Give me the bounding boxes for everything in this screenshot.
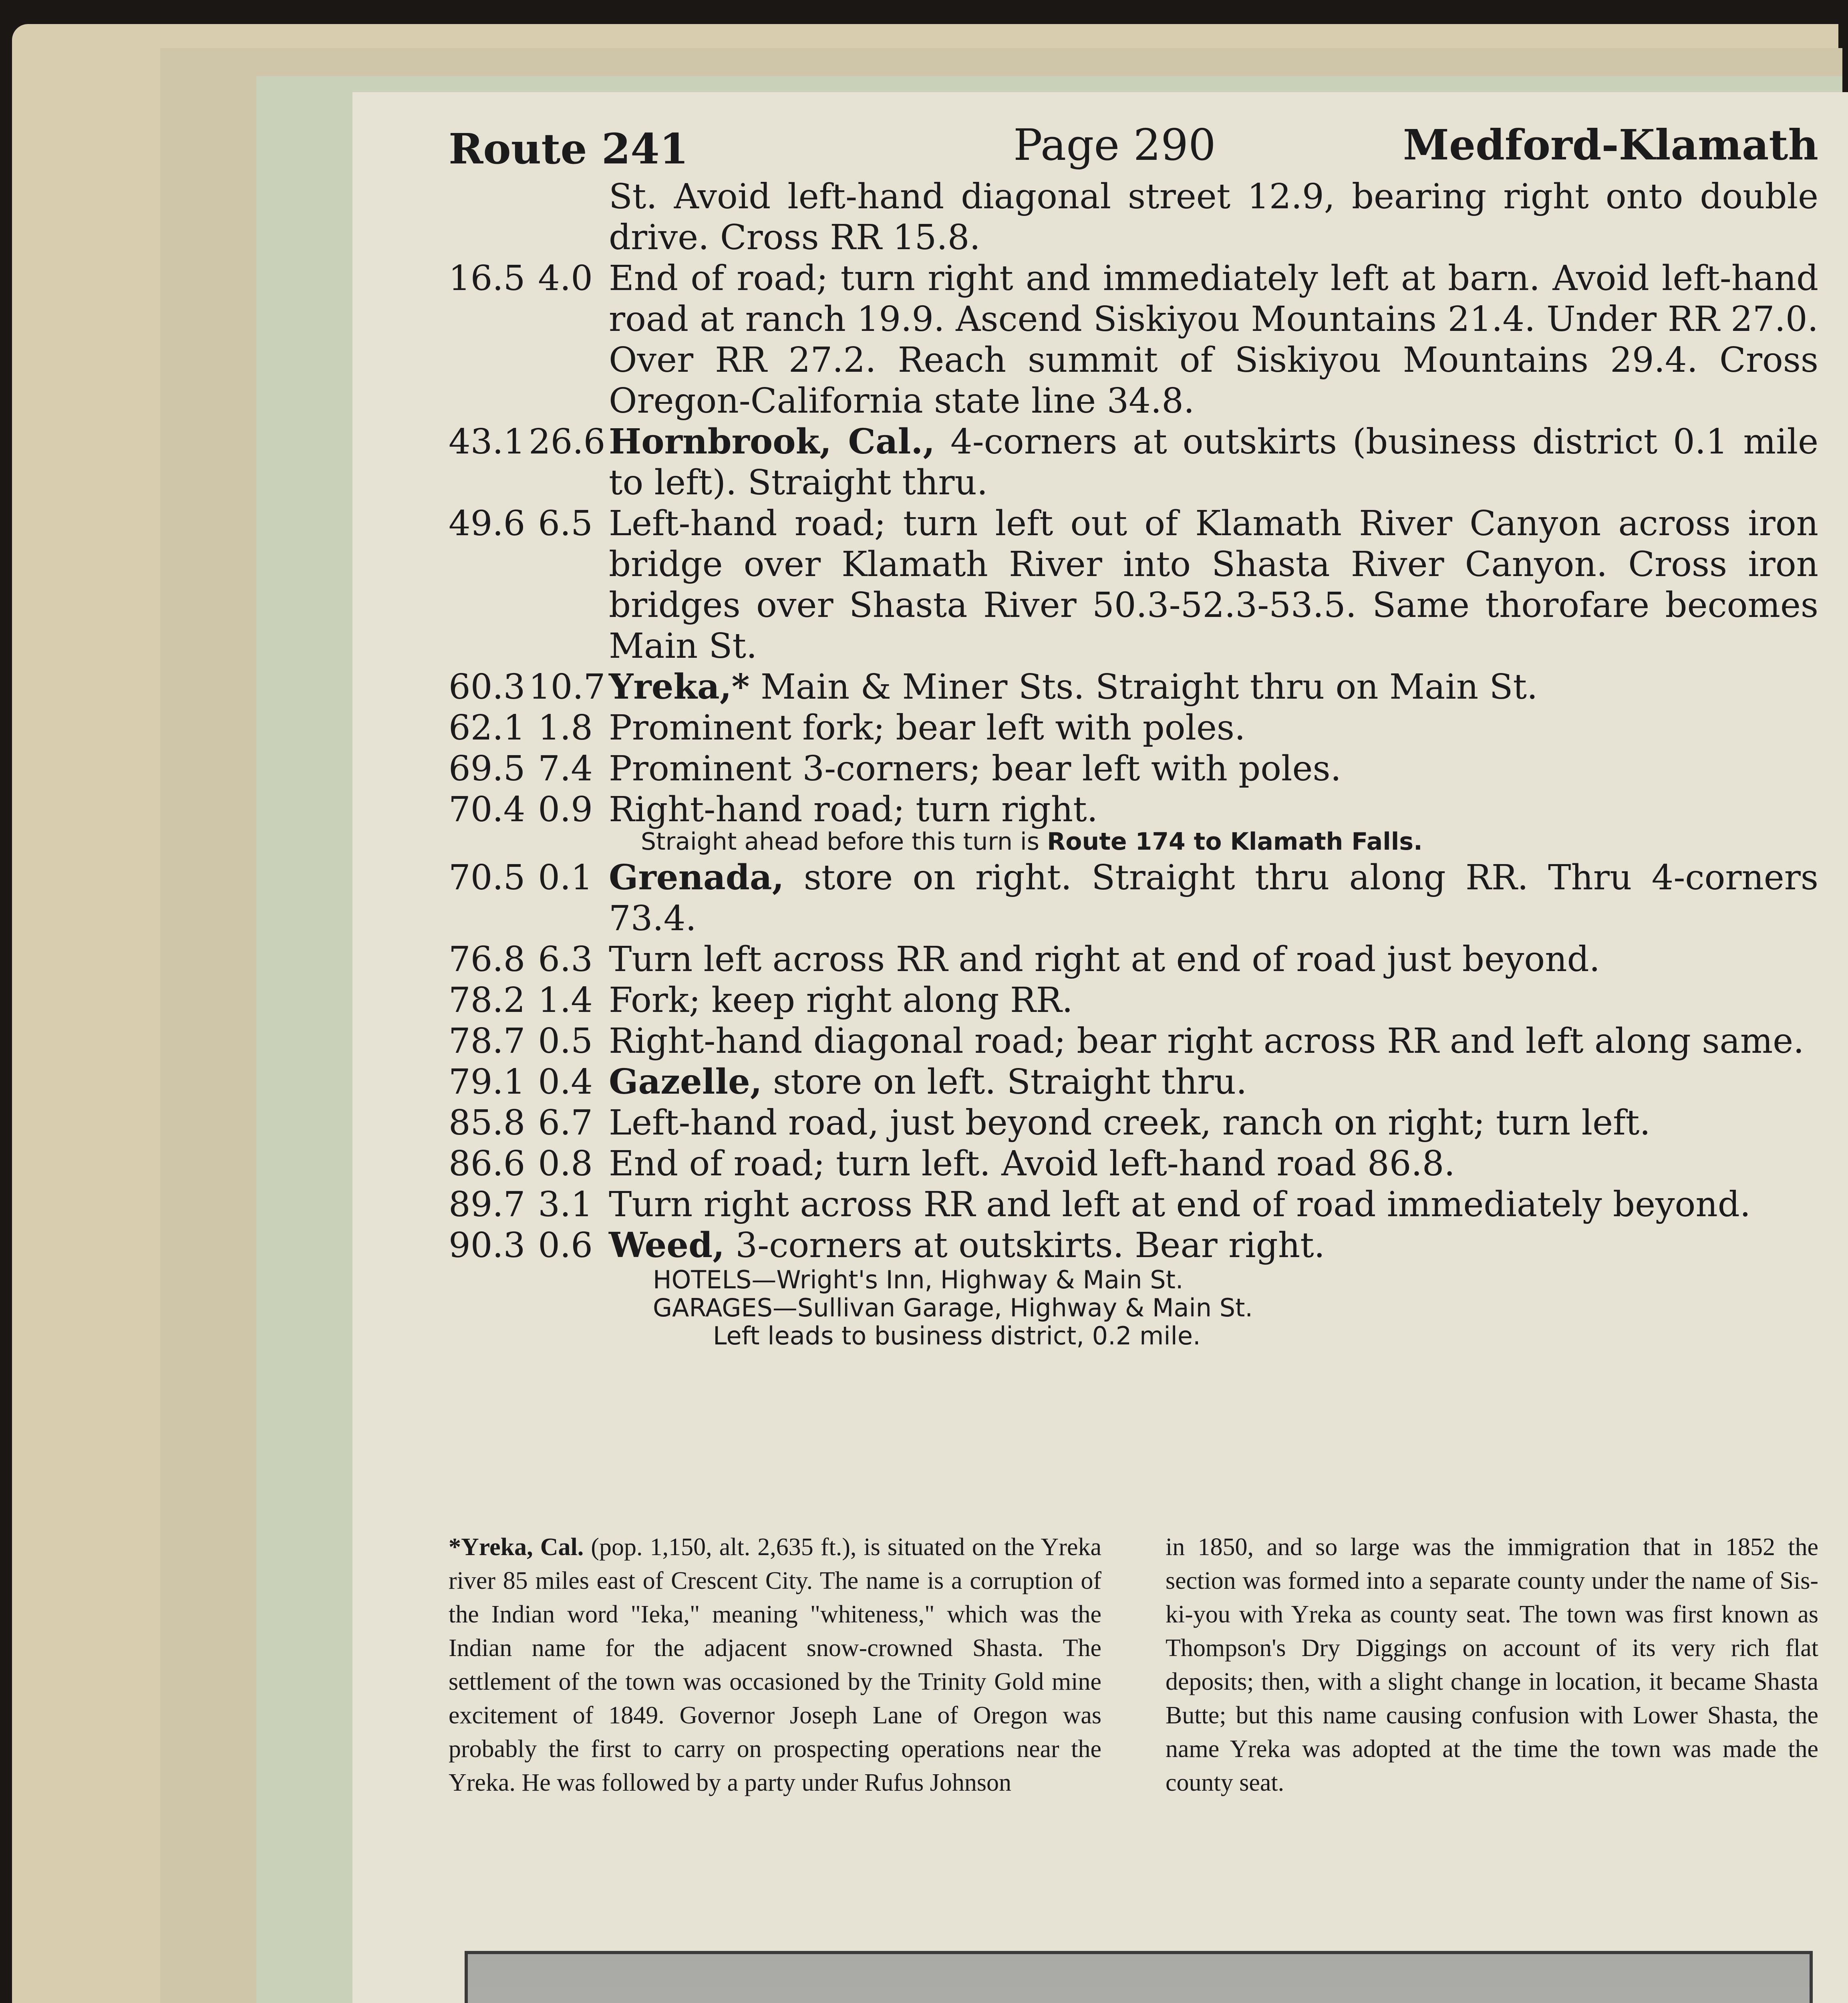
segment-mileage: 4.0 <box>538 258 593 298</box>
direction-text <box>609 1062 1818 1102</box>
direction-detail: End of road; turn left. Avoid left-hand road 86.8. <box>609 1144 1455 1184</box>
segment-mileage: 26.6 <box>529 422 606 462</box>
footnote-text-left: (pop. 1,150, alt. 2,635 ft.), is situated on the Yreka river 85 miles east of Crescent City. The name is a corruption of the Indian word "Ieka," meaning "whiteness," which was the Indian name for the adjacent snow-crowned Shasta. The settlement of the town was occasioned by the Trinity Gold mine excitement of 1849. Governor Joseph Lane of Oregon was probably the first to carry on prospecting operations near the Yreka. He was followed by a party under Rufus Johnson <box>449 1533 1101 1796</box>
direction-detail: Fork; keep right along RR. <box>609 980 1073 1020</box>
footnote-column-left <box>449 1530 1101 1891</box>
cumulative-mileage: 78.7 <box>449 1021 525 1061</box>
direction-entry <box>449 1184 1818 1225</box>
cumulative-mileage: 49.6 <box>449 504 525 544</box>
yreka-footnote <box>449 1530 1818 1891</box>
direction-text <box>609 857 1818 939</box>
direction-entry <box>449 939 1818 980</box>
place-name: Grenada, <box>609 857 784 898</box>
cumulative-mileage: 69.5 <box>449 749 525 789</box>
direction-text <box>609 667 1818 707</box>
direction-entry <box>449 748 1818 789</box>
place-name: Yreka,* <box>609 667 750 707</box>
direction-entry <box>449 421 1818 503</box>
segment-mileage: 0.6 <box>538 1225 593 1265</box>
place-name: Hornbrook, Cal., <box>609 421 935 462</box>
direction-detail: Turn right across RR and left at end of road immediately beyond. <box>609 1185 1751 1225</box>
cumulative-mileage: 16.5 <box>449 258 525 298</box>
segment-mileage: 1.4 <box>538 980 593 1020</box>
cumulative-mileage: 43.1 <box>449 422 525 462</box>
direction-entry <box>449 1021 1818 1062</box>
direction-entry <box>449 1143 1818 1184</box>
direction-text <box>609 1143 1818 1184</box>
cumulative-mileage: 62.1 <box>449 708 525 748</box>
place-name: Weed, <box>609 1225 725 1265</box>
segment-mileage: 0.8 <box>538 1144 593 1184</box>
cumulative-mileage: 90.3 <box>449 1225 525 1265</box>
page-header <box>449 116 1818 176</box>
direction-entry <box>449 980 1818 1021</box>
footnote-lead: *Yreka, Cal. <box>449 1533 584 1561</box>
direction-entry <box>449 789 1818 830</box>
cumulative-mileage: 70.5 <box>449 858 525 898</box>
direction-detail: St. Avoid left-hand diagonal street 12.9, bearing right onto double drive. Cross RR 15.8. <box>609 177 1818 258</box>
direction-entry <box>449 857 1818 939</box>
direction-text <box>609 1225 1818 1266</box>
cumulative-mileage: 70.4 <box>449 790 525 830</box>
direction-text <box>609 748 1818 789</box>
segment-mileage: 10.7 <box>529 667 606 707</box>
direction-text <box>609 1102 1818 1143</box>
weed-services <box>449 1266 1818 1350</box>
garages-line: GARAGES—Sullivan Garage, Highway & Main St. <box>653 1293 1253 1322</box>
book-page <box>352 92 1848 2003</box>
direction-entry <box>449 667 1818 707</box>
segment-mileage: 6.7 <box>538 1103 593 1143</box>
route-number: Route 241 <box>449 124 688 173</box>
direction-detail: store on left. Straight thru. <box>762 1062 1247 1102</box>
direction-entry <box>449 176 1818 258</box>
place-name: Gazelle, <box>609 1062 762 1102</box>
direction-entry <box>449 1102 1818 1143</box>
direction-detail: Left-hand road, just beyond creek, ranch on right; turn left. <box>609 1103 1651 1143</box>
direction-entry <box>449 1225 1818 1266</box>
direction-entry <box>449 707 1818 748</box>
segment-mileage: 6.3 <box>538 939 593 979</box>
cumulative-mileage: 79.1 <box>449 1062 525 1102</box>
segment-mileage: 1.8 <box>538 708 593 748</box>
direction-text <box>609 707 1818 748</box>
direction-text <box>609 789 1818 830</box>
hotels-line: HOTELS—Wright's Inn, Highway & Main St. <box>653 1265 1184 1294</box>
direction-text <box>609 1021 1818 1062</box>
direction-text <box>609 503 1818 667</box>
cumulative-mileage: 60.3 <box>449 667 525 707</box>
segment-mileage: 7.4 <box>538 749 593 789</box>
segment-mileage <box>529 176 593 258</box>
direction-detail: Left-hand road; turn left out of Klamath River Canyon across iron bridge over Klamath River into Shasta River Canyon. Cross iron bridges over Shasta River 50.3-52.3-53.5. Same thorofare becomes Main St. <box>609 504 1818 666</box>
note-text: Straight ahead before this turn is <box>641 828 1047 856</box>
direction-detail: Prominent 3-corners; bear left with poles. <box>609 749 1341 789</box>
route-section-title: Medford-Klamath <box>1403 120 1818 169</box>
cumulative-mileage: 78.2 <box>449 980 525 1020</box>
direction-detail: Right-hand diagonal road; bear right across RR and left along same. <box>609 1021 1804 1061</box>
route-174-link-text: Route 174 to Klamath Falls. <box>1047 828 1423 856</box>
direction-detail: 3-corners at outskirts. Bear right. <box>725 1225 1325 1265</box>
direction-detail: Turn left across RR and right at end of road just beyond. <box>609 939 1600 979</box>
direction-detail: End of road; turn right and immediately left at barn. Avoid left-hand road at ranch 19.9. Ascend Siskiyou Mountains 21.4. Under RR 27.0. Over RR 27.2. Reach summit of Siskiyou Mountains 29.4. Cross Oregon-California state line 34.8. <box>609 258 1818 421</box>
direction-entry <box>449 503 1818 667</box>
mountain-road-photo <box>465 1951 1813 2003</box>
business-district-line: Left leads to business district, 0.2 mile. <box>713 1321 1201 1350</box>
direction-text <box>609 421 1818 503</box>
direction-detail: store on right. Straight thru along RR. Thru 4-corners 73.4. <box>609 858 1818 939</box>
direction-text <box>609 1184 1818 1225</box>
direction-detail: 4-corners at outskirts (business district 0.1 mile to left). Straight thru. <box>609 422 1818 503</box>
cumulative-mileage: 85.8 <box>449 1103 525 1143</box>
segment-mileage: 3.1 <box>538 1185 593 1225</box>
direction-text <box>609 176 1818 258</box>
direction-text <box>609 939 1818 980</box>
cumulative-mileage: 89.7 <box>449 1185 525 1225</box>
direction-detail: Main & Miner Sts. Straight thru on Main St. <box>749 667 1538 707</box>
cumulative-mileage: 86.6 <box>449 1144 525 1184</box>
route-174-note <box>449 828 1818 856</box>
segment-mileage: 0.4 <box>538 1062 593 1102</box>
cumulative-mileage <box>449 176 529 258</box>
direction-entry <box>449 258 1818 421</box>
direction-detail: Prominent fork; bear left with poles. <box>609 708 1246 748</box>
footnote-column-right: in 1850, and so large was the immigration that in 1852 the section was formed into a separate county under the name of Sis-ki-you with Yreka as county seat. The town was first known as Thompson's Dry Diggings on account of its very rich flat deposits; then, with a slight change in location, it became Shasta Butte; but this name causing confusion with Lower Shasta, the name Yreka was adopted at the time the town was made the county seat. <box>1166 1533 1818 1796</box>
segment-mileage: 0.5 <box>538 1021 593 1061</box>
cumulative-mileage: 76.8 <box>449 939 525 979</box>
photo-illustration <box>468 1954 1810 2003</box>
route-directions <box>449 176 1818 1350</box>
direction-text <box>609 980 1818 1021</box>
page-number: Page 290 <box>1013 120 1216 170</box>
segment-mileage: 0.1 <box>538 858 593 898</box>
direction-entry <box>449 1062 1818 1102</box>
segment-mileage: 0.9 <box>538 790 593 830</box>
direction-text <box>609 258 1818 421</box>
direction-detail: Right-hand road; turn right. <box>609 790 1098 830</box>
segment-mileage: 6.5 <box>538 504 593 544</box>
